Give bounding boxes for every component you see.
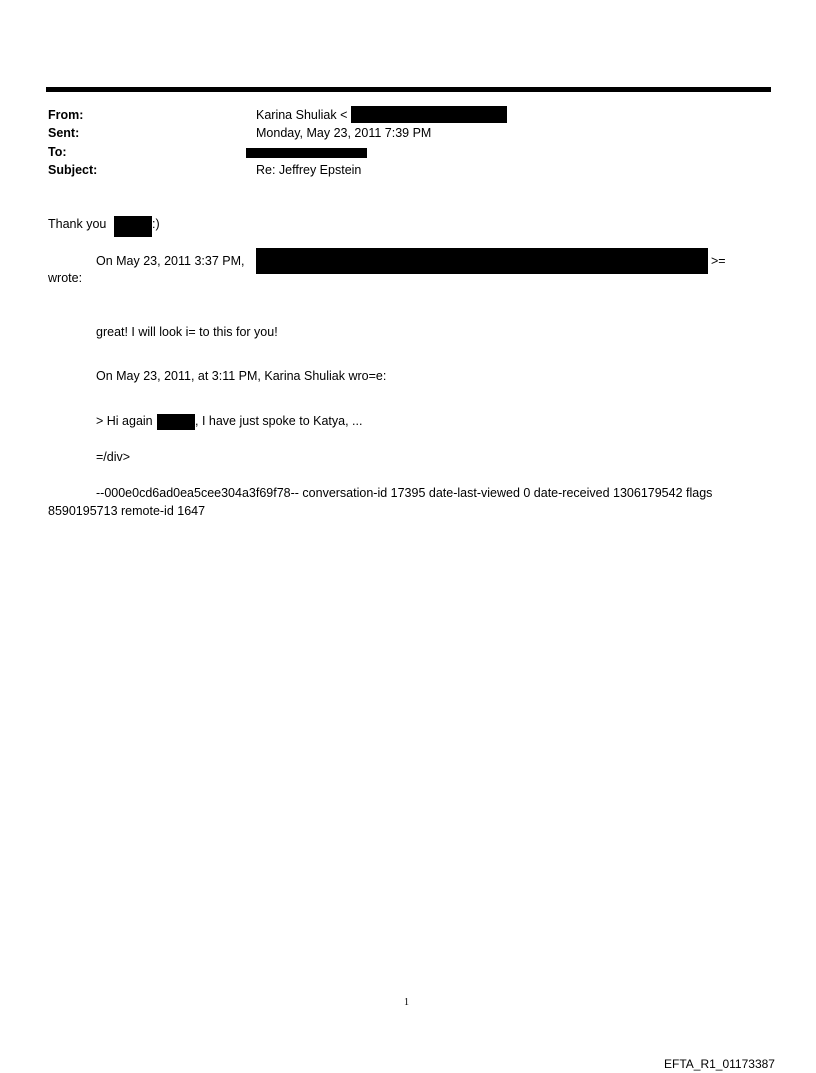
thank-you-emoticon: :) xyxy=(152,217,160,231)
redaction-name-2 xyxy=(157,414,195,430)
quote2-intro: On May 23, 2011, at 3:11 PM, Karina Shuliak wro=e: xyxy=(96,369,387,383)
redaction-name-1 xyxy=(114,216,152,237)
subject-label: Subject: xyxy=(48,163,98,177)
quote1-wrote: wrote: xyxy=(48,271,83,285)
subject-value: Re: Jeffrey Epstein xyxy=(256,163,362,177)
reply-text: great! I will look i= to this for you! xyxy=(96,325,278,339)
boundary-line-2: 8590195713 remote-id 1647 xyxy=(48,504,206,518)
hi-again-text: > Hi again xyxy=(96,414,153,428)
div-close-text: =/div> xyxy=(96,450,131,464)
document-id: EFTA_R1_01173387 xyxy=(664,1057,775,1071)
page-number: 1 xyxy=(404,997,409,1008)
from-value: Karina Shuliak < xyxy=(256,108,348,122)
sent-label: Sent: xyxy=(48,126,80,140)
redaction-to xyxy=(246,148,367,158)
to-label: To: xyxy=(48,145,67,159)
thank-you-text: Thank you xyxy=(48,217,107,231)
redaction-from-email xyxy=(351,106,507,123)
redaction-quote1-sender xyxy=(256,248,708,274)
boundary-line-1: --000e0cd6ad0ea5cee304a3f69f78-- conversation-id 17395 date-last-viewed 0 date-received 1306179542 flags xyxy=(96,486,713,500)
from-label: From: xyxy=(48,108,84,122)
header-rule xyxy=(46,87,771,92)
hi-again-rest: , I have just spoke to Katya, ... xyxy=(195,414,363,428)
quote1-intro: On May 23, 2011 3:37 PM, xyxy=(96,254,245,268)
quote1-suffix: >= xyxy=(711,254,726,268)
sent-value: Monday, May 23, 2011 7:39 PM xyxy=(256,126,432,140)
